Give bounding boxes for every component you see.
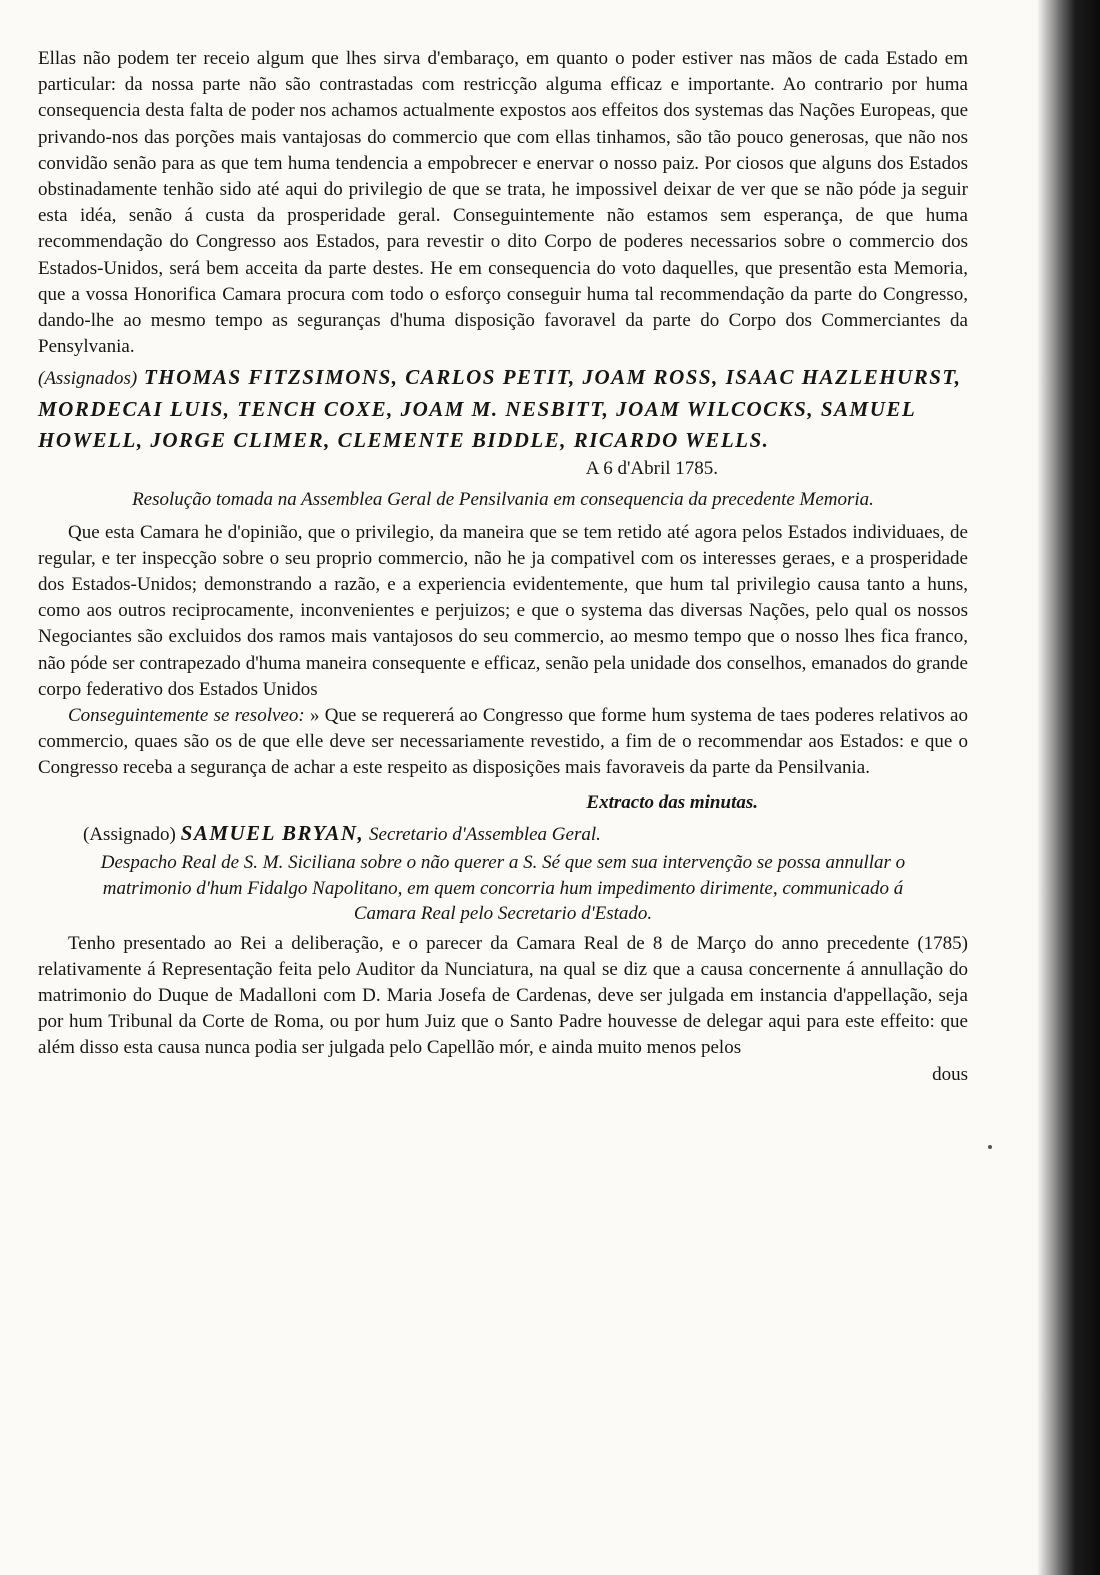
catchword: dous [932,1063,968,1085]
page-body [38,46,968,1088]
despacho-paragraph: Tenho presentado ao Rei a deliberação, e o parecer da Camara Real de 8 de Março do anno precedente (1785) relativamente á Representação feita pelo Auditor da Nunciatura, na qual se diz que a causa concernente á annullação do matrimonio do Duque de Madalloni com D. Maria Josefa de Cardenas, deve ser julgada em instancia d'appellação, seja por hum Tribunal da Corte de Roma, ou por hum Juiz que o Santo Padre houvesse de delegar aqui para este effeito: que além disso esta causa nunca podia ser julgada pelo Capellão mór, e ainda muito menos pelos [38,932,968,1059]
resolucao-signature [38,820,968,848]
resolucao-signer-title: Secretario d'Assemblea Geral. [369,823,601,845]
ink-speck [988,1145,992,1149]
resolucao-resolved-label: Conseguintemente se resolveo: [68,705,305,727]
resolucao-heading: Resolução tomada na Assemblea Geral de Pensilvania em consequencia da precedente Memoria. [132,488,874,510]
despacho-heading: Despacho Real de S. M. Siciliana sobre o não querer a S. Sé que sem sua intervenção se possa annullar o matrimonio d'hum Fidalgo Napolitano, em quem concorria hum impedimento dirimente, communicado á Camara Real pelo Secretario d'Estado. [100,852,906,925]
resolucao-signed-label: (Assignado) [83,823,176,845]
memoria-signed-label: (Assignados) [38,368,138,390]
memoria-paragraph: Ellas não podem ter receio algum que lhes sirva d'embaraço, em quanto o poder estiver nas mãos de cada Estado em particular: da nossa parte não são contrastadas com restricção alguma efficaz e importante. Ao contrario por huma consequencia desta falta de poder nos achamos actualmente expostos aos effeitos dos systemas das Nações Europeas, que privando-nos das porções mais vantajosas do commercio que com ellas tinhamos, são tão pouco generosas, que não nos convidão senão para as que tem huma tendencia a empobrecer e enervar o nosso paiz. Por ciosos que alguns dos Estados obstinadamente tenhão sido até aqui do privilegio de que se trata, he impossivel deixar de ver que se não póde ja seguir esta idéa, senão á custa da prosperidade geral. Conseguintemente não estamos sem esperança, de que huma recommendação do Congresso aos Estados, para revestir o dito Corpo de poderes necessarios sobre o commercio dos Estados-Unidos, será bem acceita da parte destes. He em consequencia do voto daquelles, que presentão esta Memoria, que a vossa Honorifica Camara procura com todo o esforço conseguir huma tal recommendação da parte do Congresso, dando-lhe ao mesmo tempo as seguranças d'huma disposição favoravel da parte do Corpo dos Commerciantes da Pensylvania. [38,48,968,358]
resolucao-signer-name: SAMUEL BRYAN, [180,820,365,845]
page-binding-edge [1038,0,1100,1575]
memoria-signatures [38,362,968,456]
memoria-signers-list: THOMAS FITZSIMONS, CARLOS PETIT, JOAM ROSS, ISAAC HAZLEHURST, MORDECAI LUIS, TENCH COXE, JOAM M. NESBITT, JOAM WILCOCKS, SAMUEL HOWELL, JORGE CLIMER, CLEMENTE BIDDLE, RICARDO WELLS. [38,365,962,453]
memoria-date: A 6 d'Abril 1785. [585,458,718,480]
resolucao-resolved [38,703,968,782]
resolucao-extract-label: Extracto das minutas. [586,791,758,813]
resolucao-paragraph: Que esta Camara he d'opinião, que o privilegio, da maneira que se tem retido até agora pelos Estados individuaes, de regular, e ter inspecção sobre o seu proprio commercio, não he ja compativel com os interesses geraes, e a prosperidade dos Estados-Unidos; demonstrando a razão, e a experiencia evidentemente, que hum tal privilegio causa tanto a huns, como aos outros reciprocamente, inconvenientes e perjuizos; e que o systema das diversas Nações, pelo qual os nossos Negociantes são excluidos dos ramos mais vantajosos do seu commercio, ao mesmo tempo que o nosso lhes fica franco, não póde ser contrapezado d'huma maneira consequente e efficaz, senão pela unidade dos conselhos, emanados do grande corpo federativo dos Estados Unidos [38,521,968,700]
resolucao-resolved-text: » Que se requererá ao Congresso que forme hum systema de taes poderes relativos ao commercio, quaes são os de que elle deve ser necessariamente revestido, a fim de o recommendar aos Estados: e que o Congresso receba a segurança de achar a este respeito as disposições mais favoraveis da parte da Pensilvania. [38,705,968,779]
